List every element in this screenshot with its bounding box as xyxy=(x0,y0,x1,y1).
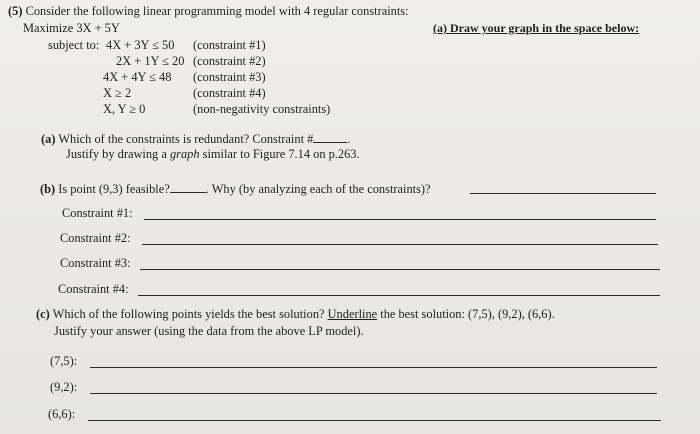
constraint-2-label: (constraint #2) xyxy=(193,54,266,68)
point-7-5-answer-line[interactable] xyxy=(90,367,657,368)
nonnegativity-label: (non-negativity constraints) xyxy=(193,102,331,116)
point-7-5-label: (7,5): xyxy=(50,354,78,368)
constraint-1-expr: 4X + 3Y ≤ 50 xyxy=(106,38,175,52)
part-a-tag: (a) xyxy=(41,132,56,146)
constraint-3-answer-label: Constraint #3: xyxy=(60,256,131,270)
constraint-4-expr: X ≥ 2 xyxy=(103,86,132,100)
part-a-justify-prefix: Justify by drawing a xyxy=(66,147,170,161)
part-c-tag: (c) xyxy=(36,307,50,321)
constraint-3-answer-line[interactable] xyxy=(140,269,660,270)
feasible-answer-blank[interactable] xyxy=(170,180,206,193)
part-b-question xyxy=(40,180,431,196)
graph-prompt: (a) Draw your graph in the space below: xyxy=(433,21,640,35)
problem-intro xyxy=(8,4,409,18)
constraint-4-answer-label: Constraint #4: xyxy=(58,282,129,296)
problem-intro-text: Consider the following linear programming model with 4 regular constraints: xyxy=(25,4,409,18)
part-a-question: (a) Which of the constraints is redundant? Constraint # . xyxy=(41,132,351,146)
constraint-2-answer-label: Constraint #2: xyxy=(60,231,131,245)
constraint-2-answer-line[interactable] xyxy=(142,244,658,245)
part-b-why-line[interactable] xyxy=(470,193,656,194)
constraint-4-label: (constraint #4) xyxy=(193,86,266,100)
point-6-6-answer-line[interactable] xyxy=(88,420,661,421)
part-a-justify-suffix: similar to Figure 7.14 on p.263. xyxy=(199,147,360,161)
part-b-q1: Is point (9,3) feasible? xyxy=(58,182,170,196)
part-c-q-suffix: the best solution: (7,5), (9,2), (6,6). xyxy=(377,307,555,321)
constraint-4-answer-line[interactable] xyxy=(138,295,660,296)
constraint-3-expr: 4X + 4Y ≤ 48 xyxy=(103,70,172,84)
part-a-justify-emph: graph xyxy=(169,147,200,161)
constraint-1-answer-line[interactable] xyxy=(144,219,656,220)
objective-function: Maximize 3X + 5Y xyxy=(23,21,120,35)
point-9-2-label: (9,2): xyxy=(50,380,78,394)
part-a-justify xyxy=(66,147,360,161)
point-6-6-label: (6,6): xyxy=(48,407,76,421)
subject-to-label: subject to: xyxy=(48,38,100,52)
constraint-1-label: (constraint #1) xyxy=(193,38,266,52)
part-b-q2: . Why (by analyzing each of the constraints)? xyxy=(205,182,431,196)
part-b-tag: (b) xyxy=(40,182,56,196)
part-c-q-emph: Underline xyxy=(327,307,378,321)
point-9-2-answer-line[interactable] xyxy=(90,393,657,394)
part-a-question-text: Which of the constraints is redundant? Constraint # xyxy=(58,132,314,146)
part-c-justify: Justify your answer (using the data from the above LP model). xyxy=(54,324,364,338)
constraint-1-answer-label: Constraint #1: xyxy=(62,206,133,220)
part-c-question xyxy=(36,307,555,321)
nonnegativity-expr: X, Y ≥ 0 xyxy=(103,102,146,116)
part-c-q-prefix: Which of the following points yields the best solution? xyxy=(52,307,328,321)
redundant-constraint-blank[interactable] xyxy=(313,130,347,143)
constraint-2-expr: 2X + 1Y ≤ 20 xyxy=(116,54,185,68)
problem-number: (5) xyxy=(8,4,23,18)
constraint-3-label: (constraint #3) xyxy=(193,70,266,84)
